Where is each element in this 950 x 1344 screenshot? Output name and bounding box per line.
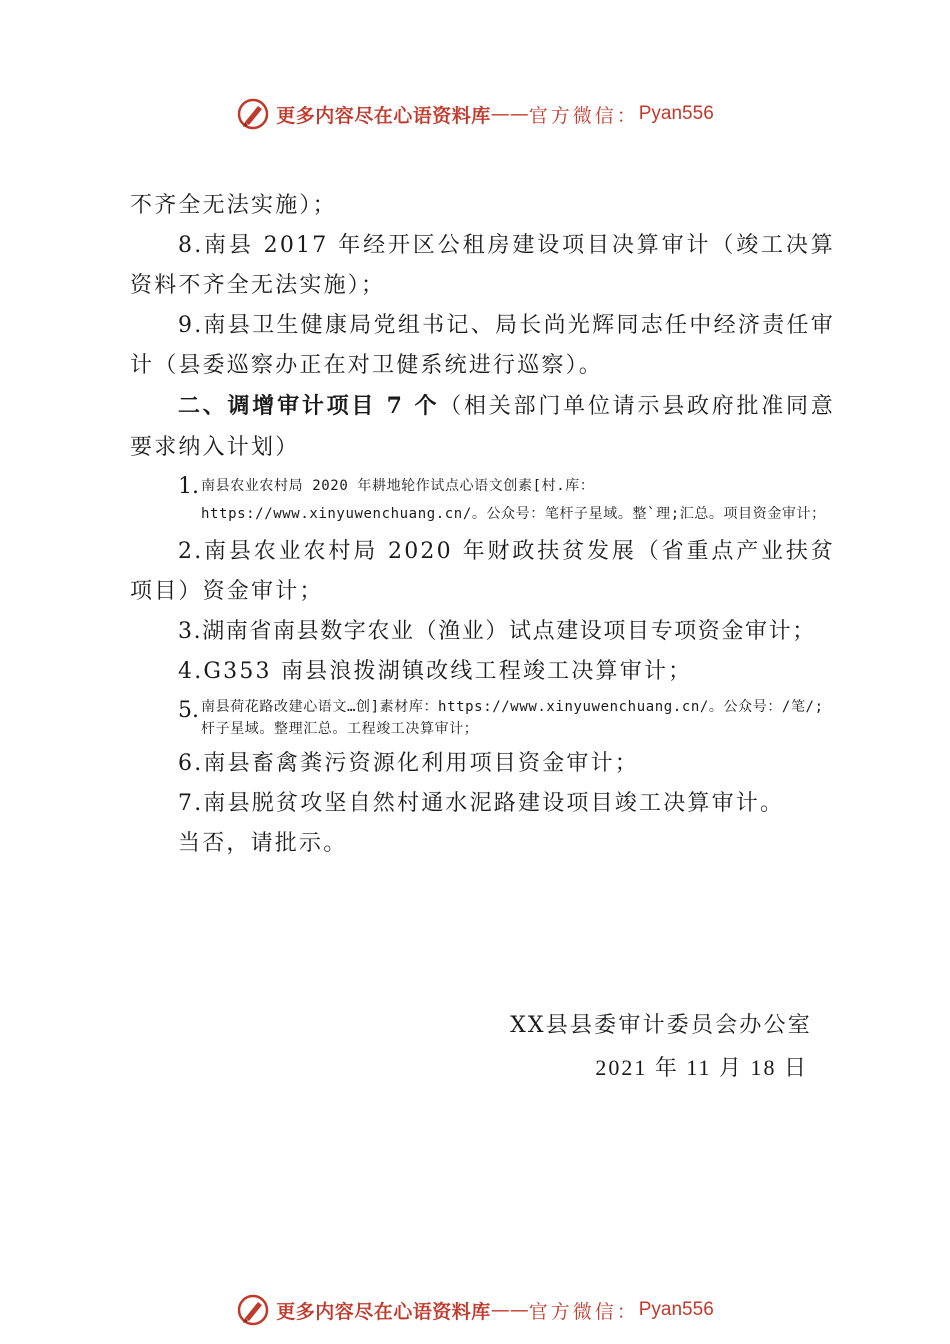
banner-wechat-id: Pyan556 (638, 1299, 714, 1320)
list-item-1 (130, 472, 835, 528)
list-item-4: 4.G353 南县浪拨湖镇改线工程竣工决算审计； (178, 659, 693, 684)
paragraph-continuation: 不齐全无法实施）； (130, 193, 337, 218)
pen-logo-icon (236, 97, 270, 131)
pen-logo-icon (236, 1293, 270, 1327)
section-heading-title: 二、调增审计项目 7 个 (178, 393, 440, 419)
list-item-text: 南县荷花路改建心语文…创]素材库：https://www.xinyuwenchuang.cn/。公众号：/笔/;杆子星域。整理汇总。工程竣工决算审计； (201, 699, 824, 737)
list-item-3: 3.湖南省南县数字农业（渔业）试点建设项目专项资金审计； (178, 619, 816, 644)
signature-block (510, 1005, 812, 1089)
header-banner (0, 92, 950, 136)
list-item-number: 5. (178, 698, 199, 723)
signature-date: 2021 年 11 月 18 日 (595, 1055, 808, 1080)
section-heading-note: （相关部门单位请示县政府批准同意要求纳入计划） (130, 394, 836, 460)
banner-main-text: 更多内容尽在心语资料库 (276, 104, 491, 127)
banner-sub-text: 官方微信： (528, 1300, 639, 1323)
list-item-text: 南县农业农村局 2020 年耕地轮作试点心语文创素[村.库：https://www.xinyuwenchuang.cn/。公众号：笔杆子星域。整`理;汇总。项目资金审计； (201, 478, 826, 522)
signature-organization: XX县县委审计委员会办公室 (510, 1013, 812, 1038)
document-body (130, 186, 835, 864)
banner-sub-text: 官方微信： (528, 104, 639, 127)
list-item-6: 6.南县畜禽粪污资源化利用项目资金审计； (178, 751, 639, 776)
banner-wechat-id: Pyan556 (638, 103, 714, 124)
list-item-5 (130, 696, 835, 740)
footer-banner (0, 1288, 950, 1332)
banner-separator: —— (490, 103, 529, 125)
list-item-2: 2.南县农业农村局 2020 年财政扶贫发展（省重点产业扶贫项目）资金审计； (130, 539, 835, 604)
paragraph-item-9: 9.南县卫生健康局党组书记、局长尚光辉同志任中经济责任审计（县委巡察办正在对卫健系统进行巡察）。 (130, 313, 835, 378)
banner-separator: —— (490, 1299, 529, 1321)
closing-line: 当否，请批示。 (178, 831, 348, 856)
paragraph-item-8: 8.南县 2017 年经开区公租房建设项目决算审计（竣工决算资料不齐全无法实施）； (130, 233, 835, 298)
banner-main-text: 更多内容尽在心语资料库 (276, 1300, 491, 1323)
list-item-7: 7.南县脱贫攻坚自然村通水泥路建设项目竣工决算审计。 (178, 791, 785, 816)
section-heading (130, 386, 835, 468)
list-item-number: 1. (178, 474, 199, 499)
